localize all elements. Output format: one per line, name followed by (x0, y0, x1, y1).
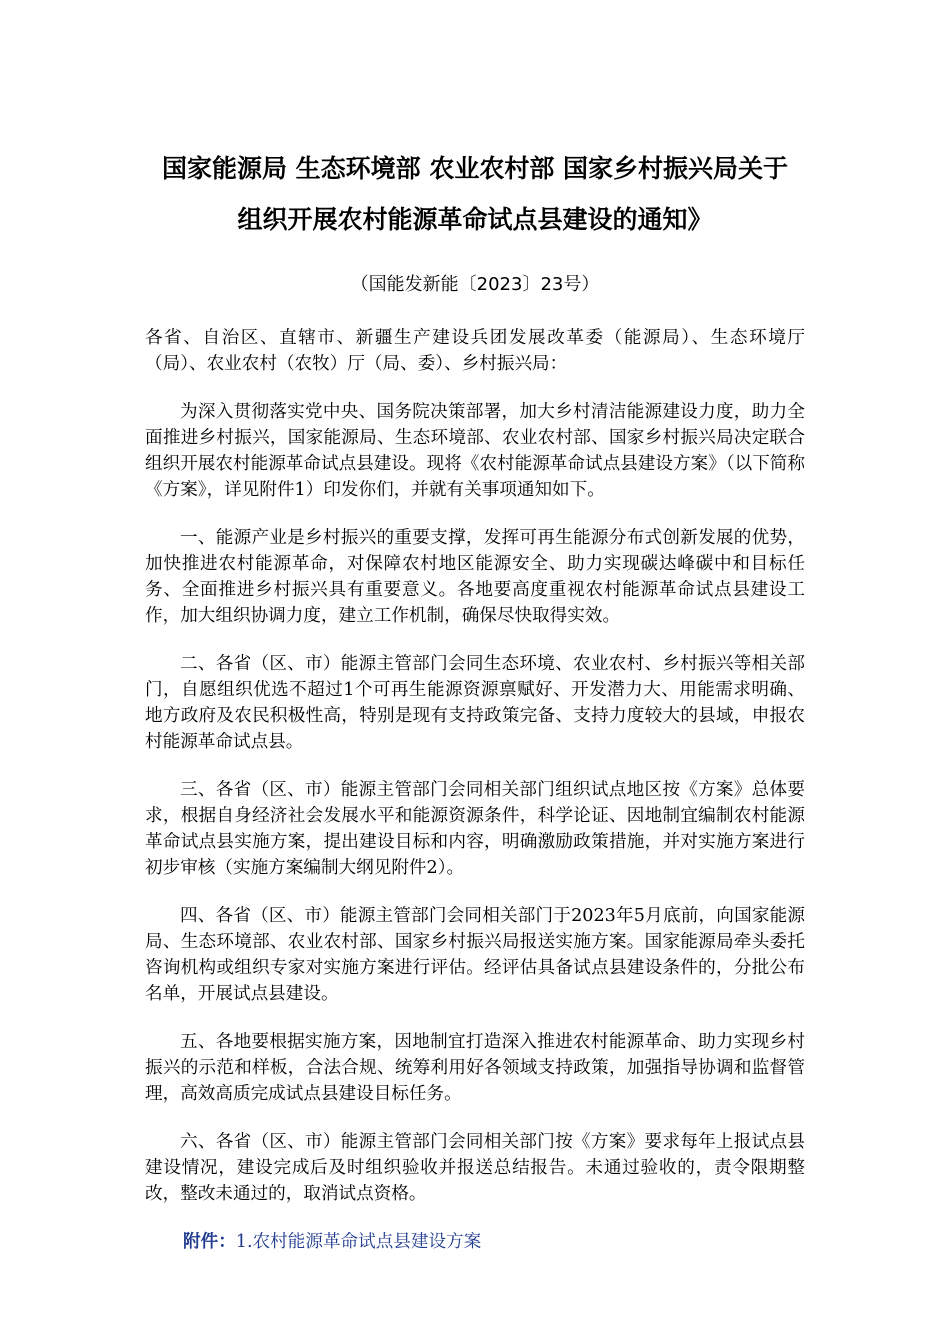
document-title-line-2: 组织开展农村能源革命试点县建设的通知》 (237, 205, 713, 234)
section-6-paragraph: 六、各省（区、市）能源主管部门会同相关部门按《方案》要求每年上报试点县建设情况，建设完成后及时组织验收并报送总结报告。未通过验收的，责令限期整改，整改未通过的，取消试点资格。 (145, 1132, 805, 1204)
section-1-paragraph: 一、能源产业是乡村振兴的重要支撑，发挥可再生能源分布式创新发展的优势，加快推进农村能源革命，对保障农村地区能源安全、助力实现碳达峰碳中和目标任务、全面推进乡村振兴具有重要意义。各地要高度重视农村能源革命试点县建设工作，加大组织协调力度，建立工作机制，确保尽快取得实效。 (145, 528, 805, 626)
attachment-line (145, 1229, 805, 1255)
section-2-paragraph: 二、各省（区、市）能源主管部门会同生态环境、农业农村、乡村振兴等相关部门，自愿组织优选不超过1个可再生能源资源禀赋好、开发潜力大、用能需求明确、地方政府及农民积极性高，特别是现有支持政策完备、支持力度较大的县域，申报农村能源革命试点县。 (145, 654, 805, 752)
document-body (145, 325, 805, 1255)
document-number: （国能发新能〔2023〕23号） (350, 274, 600, 295)
section-4-paragraph: 四、各省（区、市）能源主管部门会同相关部门于2023年5月底前，向国家能源局、生态环境部、农业农村部、国家乡村振兴局报送实施方案。国家能源局牵头委托咨询机构或组织专家对实施方案进行评估。经评估具备试点县建设条件的，分批公布名单，开展试点县建设。 (145, 906, 805, 1004)
document-title-line-1: 国家能源局 生态环境部 农业农村部 国家乡村振兴局关于 (161, 154, 789, 183)
intro-paragraph: 为深入贯彻落实党中央、国务院决策部署，加大乡村清洁能源建设力度，助力全面推进乡村振兴，国家能源局、生态环境部、农业农村部、国家乡村振兴局决定联合组织开展农村能源革命试点县建设。现将《农村能源革命试点县建设方案》（以下简称《方案》，详见附件1）印发你们，并就有关事项通知如下。 (145, 402, 805, 500)
attachment-link[interactable]: 1.农村能源革命试点县建设方案 (235, 1232, 482, 1252)
recipients-paragraph: 各省、自治区、直辖市、新疆生产建设兵团发展改革委（能源局）、生态环境厅（局）、农业农村（农牧）厅（局、委）、乡村振兴局： (145, 328, 805, 374)
section-3-paragraph: 三、各省（区、市）能源主管部门会同相关部门组织试点地区按《方案》总体要求，根据自身经济社会发展水平和能源资源条件，科学论证、因地制宜编制农村能源革命试点县实施方案，提出建设目标和内容，明确激励政策措施，并对实施方案进行初步审核（实施方案编制大纲见附件2）。 (145, 780, 805, 878)
attachment-label: 附件： (183, 1231, 236, 1252)
section-5-paragraph: 五、各地要根据实施方案，因地制宜打造深入推进农村能源革命、助力实现乡村振兴的示范和样板，合法合规、统筹利用好各领域支持政策，加强指导协调和监督管理，高效高质完成试点县建设目标任务。 (145, 1032, 805, 1104)
